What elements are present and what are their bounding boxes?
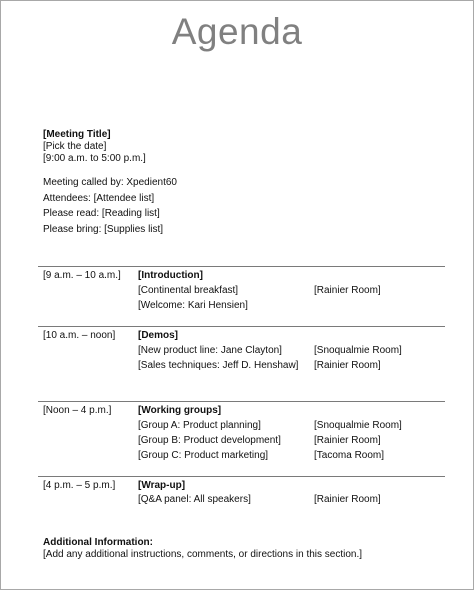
section-time: [Noon – 4 p.m.] <box>43 405 112 416</box>
section-heading: [Working groups] <box>138 405 222 416</box>
section-time: [10 a.m. – noon] <box>43 330 116 341</box>
agenda-item-room: [Rainier Room] <box>314 360 381 371</box>
section-divider <box>38 326 445 327</box>
section-time: [4 p.m. – 5 p.m.] <box>43 480 116 491</box>
agenda-item-room: [Rainier Room] <box>314 494 381 505</box>
meeting-title: [Meeting Title] <box>43 129 111 140</box>
please-read: Please read: [Reading list] <box>43 208 160 219</box>
additional-info-text: [Add any additional instructions, comments, or directions in this section.] <box>43 549 363 560</box>
agenda-item-room: [Rainier Room] <box>314 285 381 296</box>
agenda-item-room: [Snoqualmie Room] <box>314 420 402 431</box>
agenda-item-topic: [New product line: Jane Clayton] <box>138 345 282 356</box>
meeting-called-by: Meeting called by: Xpedient60 <box>43 177 177 188</box>
agenda-item-topic: [Welcome: Kari Hensien] <box>138 300 248 311</box>
agenda-item-topic: [Group B: Product development] <box>138 435 281 446</box>
attendees: Attendees: [Attendee list] <box>43 193 155 204</box>
additional-info-heading: Additional Information: <box>43 537 153 548</box>
section-divider <box>38 266 445 267</box>
agenda-item-room: [Rainier Room] <box>314 435 381 446</box>
section-divider <box>38 401 445 402</box>
agenda-item-topic: [Continental breakfast] <box>138 285 239 296</box>
agenda-item-topic: [Sales techniques: Jeff D. Henshaw] <box>138 360 299 371</box>
section-time: [9 a.m. – 10 a.m.] <box>43 270 121 281</box>
section-heading: [Demos] <box>138 330 179 341</box>
agenda-item-room: [Snoqualmie Room] <box>314 345 402 356</box>
agenda-item-topic: [Q&A panel: All speakers] <box>138 494 251 505</box>
please-bring: Please bring: [Supplies list] <box>43 224 164 235</box>
agenda-item-room: [Tacoma Room] <box>314 450 385 461</box>
page-title: Agenda <box>171 11 303 52</box>
agenda-item-topic: [Group A: Product planning] <box>138 420 261 431</box>
meeting-date: [Pick the date] <box>43 141 107 152</box>
section-heading: [Introduction] <box>138 270 203 281</box>
section-divider <box>38 476 445 477</box>
meeting-time: [9:00 a.m. to 5:00 p.m.] <box>43 153 146 164</box>
section-heading: [Wrap-up] <box>138 480 186 491</box>
agenda-item-topic: [Group C: Product marketing] <box>138 450 269 461</box>
